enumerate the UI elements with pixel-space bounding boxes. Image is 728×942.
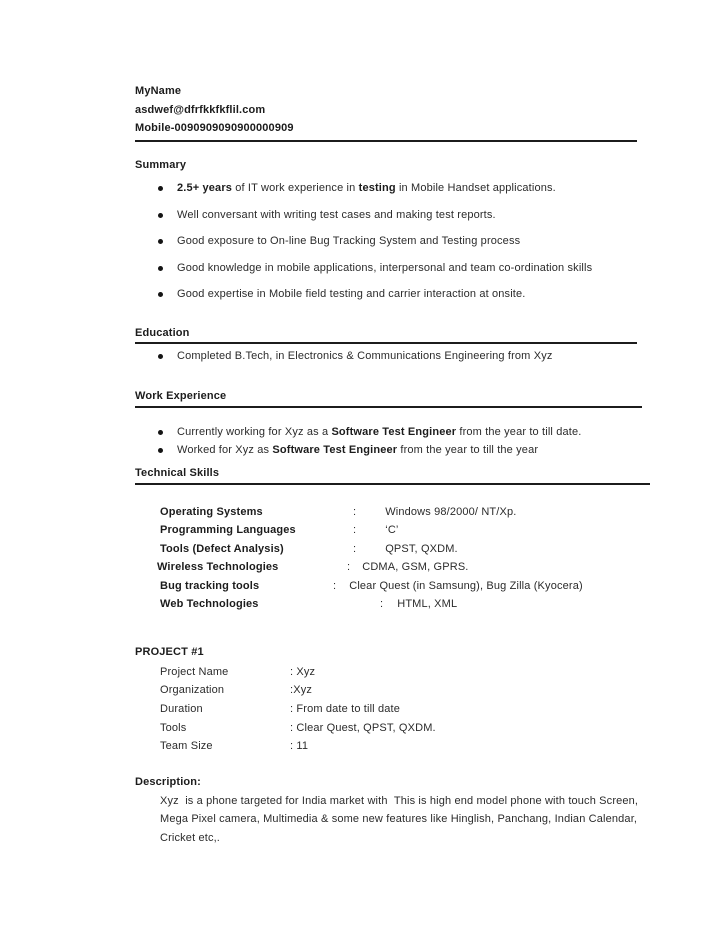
project-row <box>160 684 312 696</box>
summary-title: Summary <box>135 159 187 171</box>
description-line: Xyz is a phone targeted for India market with This is high end model phone with touch Screen, <box>160 795 639 807</box>
description-line: Cricket etc,. <box>160 832 221 844</box>
project-field-value: Xyz <box>296 666 316 678</box>
bullet-icon <box>158 266 163 271</box>
work-experience-bullet <box>158 444 663 456</box>
skill-value: Windows 98/2000/ NT/Xp. <box>385 506 517 518</box>
project-field-value: 11 <box>296 740 309 752</box>
mobile-text: Mobile-0090909090900000909 <box>135 122 294 134</box>
skill-value: ‘C’ <box>385 524 399 536</box>
description-line: Mega Pixel camera, Multimedia & some new features like Hinglish, Panchang, Indian Calendar, <box>160 813 638 825</box>
education-bullet <box>158 350 663 362</box>
skill-label: Bug tracking tools <box>160 580 260 592</box>
skill-label: Wireless Technologies <box>157 561 279 573</box>
skill-label: Programming Languages <box>160 524 296 536</box>
work-experience-bullet-text: Currently working for Xyz as a Software Test Engineer from the year to till date. <box>177 426 582 438</box>
email-text: asdwef@dfrfkkfkflil.com <box>135 104 266 116</box>
summary-bullet <box>158 262 663 274</box>
summary-bullet <box>158 182 663 194</box>
project-field-separator: : <box>290 684 294 696</box>
project-row <box>160 740 308 752</box>
skill-separator: : <box>380 598 384 610</box>
bullet-icon <box>158 430 163 435</box>
description-title: Description: <box>135 776 201 788</box>
summary-bullet-text: Good expertise in Mobile field testing and carrier interaction at onsite. <box>177 288 526 300</box>
project-title: PROJECT #1 <box>135 646 204 658</box>
skill-row <box>160 598 457 610</box>
skill-label: Operating Systems <box>160 506 263 518</box>
skill-value: HTML, XML <box>397 598 458 610</box>
education-title: Education <box>135 327 190 339</box>
bullet-icon <box>158 354 163 359</box>
technical-skills-divider <box>135 483 650 485</box>
skill-separator: : <box>353 524 357 536</box>
project-field-label: Duration <box>160 703 203 715</box>
skill-separator: : <box>333 580 337 592</box>
summary-bullet <box>158 288 663 300</box>
skill-label: Tools (Defect Analysis) <box>160 543 284 555</box>
skill-row <box>160 506 516 518</box>
project-field-separator: : <box>290 722 297 734</box>
skill-value: Clear Quest (in Samsung), Bug Zilla (Kyocera) <box>349 580 583 592</box>
skill-value: QPST, QXDM. <box>385 543 458 555</box>
work-experience-divider <box>135 406 642 408</box>
bullet-icon <box>158 213 163 218</box>
summary-bullet-text: Good exposure to On-line Bug Tracking System and Testing process <box>177 235 521 247</box>
project-field-separator: : <box>290 666 297 678</box>
project-field-label: Team Size <box>160 740 213 752</box>
bullet-icon <box>158 448 163 453</box>
project-field-value: From date to till date <box>296 703 400 715</box>
skill-separator: : <box>347 561 351 573</box>
education-bullet-text: Completed B.Tech, in Electronics & Communications Engineering from Xyz <box>177 350 553 362</box>
project-field-label: Organization <box>160 684 225 696</box>
header-divider <box>135 140 637 142</box>
technical-skills-title: Technical Skills <box>135 467 220 479</box>
summary-bullet-text: Well conversant with writing test cases and making test reports. <box>177 209 496 221</box>
project-field-separator: : <box>290 703 297 715</box>
summary-bullet <box>158 209 663 221</box>
summary-bullet-text: Good knowledge in mobile applications, interpersonal and team co-ordination skills <box>177 262 593 274</box>
education-divider <box>135 342 637 344</box>
skill-value: CDMA, GSM, GPRS. <box>362 561 469 573</box>
project-field-value: Xyz <box>293 684 313 696</box>
project-row <box>160 703 400 715</box>
skill-separator: : <box>353 543 357 555</box>
bullet-icon <box>158 292 163 297</box>
skill-row <box>160 543 458 555</box>
project-field-value: Clear Quest, QPST, QXDM. <box>296 722 436 734</box>
skill-row <box>160 580 583 592</box>
work-experience-bullet-text: Worked for Xyz as Software Test Engineer from the year to till the year <box>177 444 539 456</box>
project-field-label: Project Name <box>160 666 229 678</box>
bullet-icon <box>158 186 163 191</box>
skill-row <box>157 561 469 573</box>
summary-bullet <box>158 235 663 247</box>
work-experience-title: Work Experience <box>135 390 227 402</box>
skill-row <box>160 524 399 536</box>
skill-separator: : <box>353 506 357 518</box>
project-field-label: Tools <box>160 722 187 734</box>
project-field-separator: : <box>290 740 297 752</box>
project-row <box>160 722 436 734</box>
person-name: MyName <box>135 85 182 97</box>
skill-label: Web Technologies <box>160 598 259 610</box>
project-row <box>160 666 315 678</box>
summary-bullet-text: 2.5+ years of IT work experience in testing in Mobile Handset applications. <box>177 182 556 194</box>
bullet-icon <box>158 239 163 244</box>
work-experience-bullet <box>158 426 663 438</box>
